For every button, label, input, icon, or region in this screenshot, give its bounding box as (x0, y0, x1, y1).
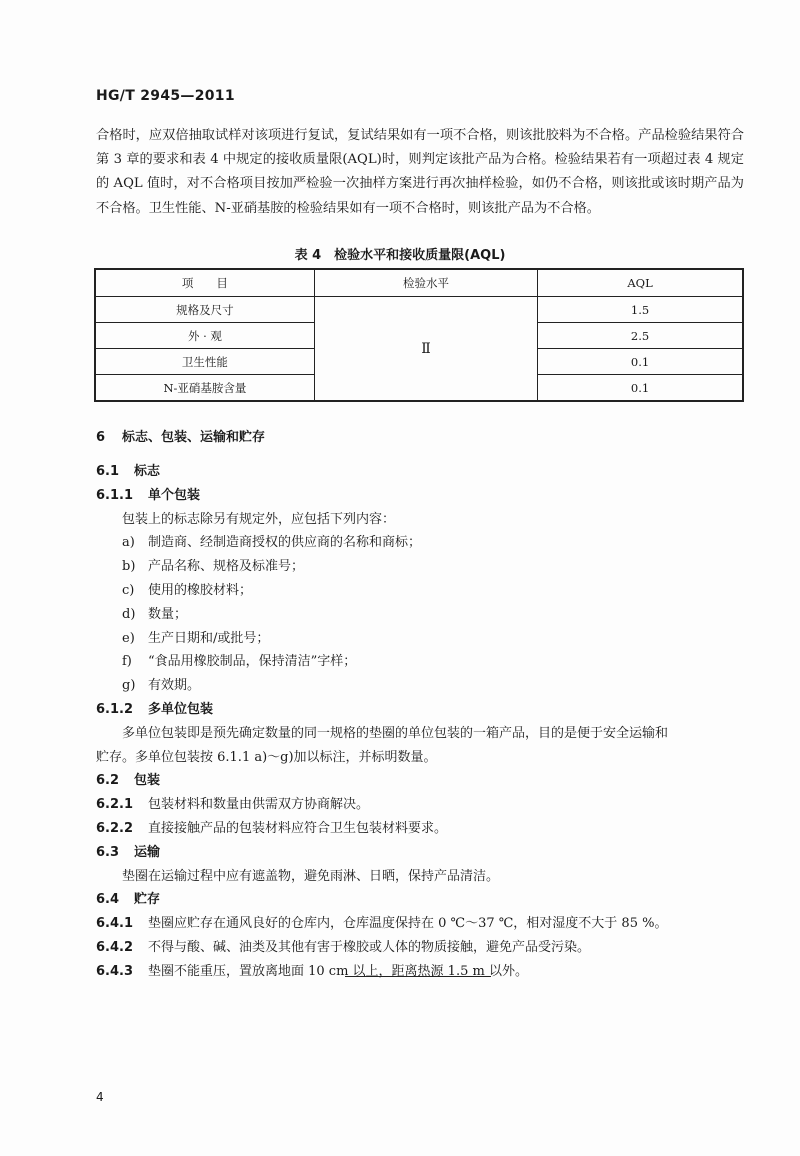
table-cell-item: 卫生性能 (95, 349, 314, 375)
standard-code: HG/T 2945—2011 (96, 88, 235, 104)
section-text: 垫圈应贮存在通风良好的仓库内，仓库温度保持在 0 ℃～37 ℃，相对湿度不大于 85 %。 (148, 916, 668, 932)
section-number: 6 (96, 430, 106, 445)
list-label: b) (122, 559, 136, 575)
table-header-row (95, 269, 743, 297)
section-6-1-2-text-line1: 多单位包装即是预先确定数量的同一规格的垫圈的单位包装的一箱产品，目的是便于安全运输和 (122, 725, 669, 741)
section-title: 贮存 (134, 892, 161, 908)
list-item (96, 579, 756, 603)
section-title: 单个包装 (148, 487, 201, 503)
list-label: g) (122, 678, 136, 694)
section-number: 6.2.2 (96, 820, 134, 836)
table-cell-item: 外 · 观 (95, 323, 314, 349)
table-cell-aql: 1.5 (538, 297, 743, 323)
list-item (96, 674, 756, 698)
section-6-3-text: 垫圈在运输过程中应有遮盖物，避免雨淋、日晒，保持产品清洁。 (122, 868, 500, 884)
section-number: 6.4.1 (96, 916, 134, 932)
section-number: 6.4 (96, 892, 120, 908)
section-6-1-heading (96, 460, 756, 484)
section-text: 包装材料和数量由供需双方协商解决。 (148, 797, 370, 813)
section-6 (96, 426, 756, 450)
section-title: 运输 (134, 844, 161, 860)
list-item (96, 627, 756, 651)
list-text: 使用的橡胶材料； (148, 582, 253, 598)
table-row (95, 297, 743, 323)
list-text: 数量； (148, 606, 188, 622)
list-text: 生产日期和/或批号； (148, 630, 270, 646)
list-label: f) (122, 654, 132, 670)
section-6-2-1 (96, 793, 756, 817)
table-cell-item: 规格及尺寸 (95, 297, 314, 323)
table-header-aql: AQL (538, 269, 743, 297)
section-6-4-3 (96, 960, 756, 984)
table-header-level: 检验水平 (314, 269, 537, 297)
list-item (96, 555, 756, 579)
section-text: 直接接触产品的包装材料应符合卫生包装材料要求。 (148, 820, 448, 836)
section-title: 包装 (134, 773, 161, 789)
section-number: 6.1.1 (96, 487, 134, 503)
list-item (96, 603, 756, 627)
section-6-2-2 (96, 817, 756, 841)
section-6-1-2-text-line2: 贮存。多单位包装按 6.1.1 a)～g)加以标注，并标明数量。 (96, 749, 437, 765)
section-number: 6.2 (96, 773, 120, 789)
section-number: 6.3 (96, 844, 120, 860)
list-item (96, 650, 756, 674)
page-number: 4 (96, 1090, 104, 1104)
section-6-4-2 (96, 936, 756, 960)
section-number: 6.1 (96, 464, 120, 479)
section-number: 6.1.2 (96, 701, 134, 717)
table-header-item: 项 目 (95, 269, 314, 297)
section-number: 6.4.2 (96, 939, 134, 955)
section-title: 标志 (134, 464, 161, 479)
section-title: 多单位包装 (148, 701, 214, 717)
section-text: 垫圈不能重压，置放离地面 10 cm 以上，距离热源 1.5 m 以外。 (148, 963, 528, 979)
section-text: 不得与酸、碱、油类及其他有害于橡胶或人体的物质接触，避免产品受污染。 (148, 939, 591, 955)
table-cell-aql: 0.1 (538, 349, 743, 375)
list-text: 制造商、经制造商授权的供应商的名称和商标； (148, 535, 422, 551)
list-label: d) (122, 606, 136, 622)
table-cell-item: N-亚硝基胺含量 (95, 375, 314, 402)
list-label: a) (122, 535, 135, 551)
aql-table (94, 268, 744, 402)
list-item (96, 531, 756, 555)
section-6-4-1 (96, 912, 756, 936)
list-label: c) (122, 582, 135, 598)
section-6-2-heading (96, 769, 756, 793)
section-6-heading (96, 426, 756, 450)
section-6-3-heading (96, 841, 756, 865)
section-6-4-heading (96, 888, 756, 912)
list-text: “食品用橡胶制品，保持清洁”字样； (148, 654, 357, 670)
section-6-body (96, 460, 756, 984)
section-6-1-2-heading (96, 698, 756, 722)
section-6-1-1-intro: 包装上的标志除另有规定外，应包括下列内容： (122, 511, 396, 527)
intro-paragraph: 合格时，应双倍抽取试样对该项进行复试，复试结果如有一项不合格，则该批胶料为不合格。产品检验结果符合第 3 章的要求和表 4 中规定的接收质量限(AQL)时，则判定该批产品为合格。检验结果若有一项超过表 4 规定的 AQL 值时，对不合格项目按加严检验一次抽样方案进行再次抽样检验，如仍不合格，则该批或该时期产品为不合格。卫生性能、N-亚硝基胺的检验结果如有一项不合格时，则该批产品为不合格。 (96, 128, 744, 216)
list-label: e) (122, 630, 135, 646)
list-text: 产品名称、规格及标准号； (148, 559, 305, 575)
section-title: 标志、包装、运输和贮存 (122, 430, 266, 445)
list-text: 有效期。 (148, 678, 201, 694)
end-rule (345, 976, 491, 977)
table-cell-inspection-level: Ⅱ (314, 297, 537, 402)
section-number: 6.4.3 (96, 963, 134, 979)
section-number: 6.2.1 (96, 797, 134, 813)
table-cell-aql: 2.5 (538, 323, 743, 349)
section-6-1-1-heading (96, 484, 756, 508)
table-cell-aql: 0.1 (538, 375, 743, 402)
table-caption: 表 4 检验水平和接收质量限(AQL) (294, 248, 506, 263)
